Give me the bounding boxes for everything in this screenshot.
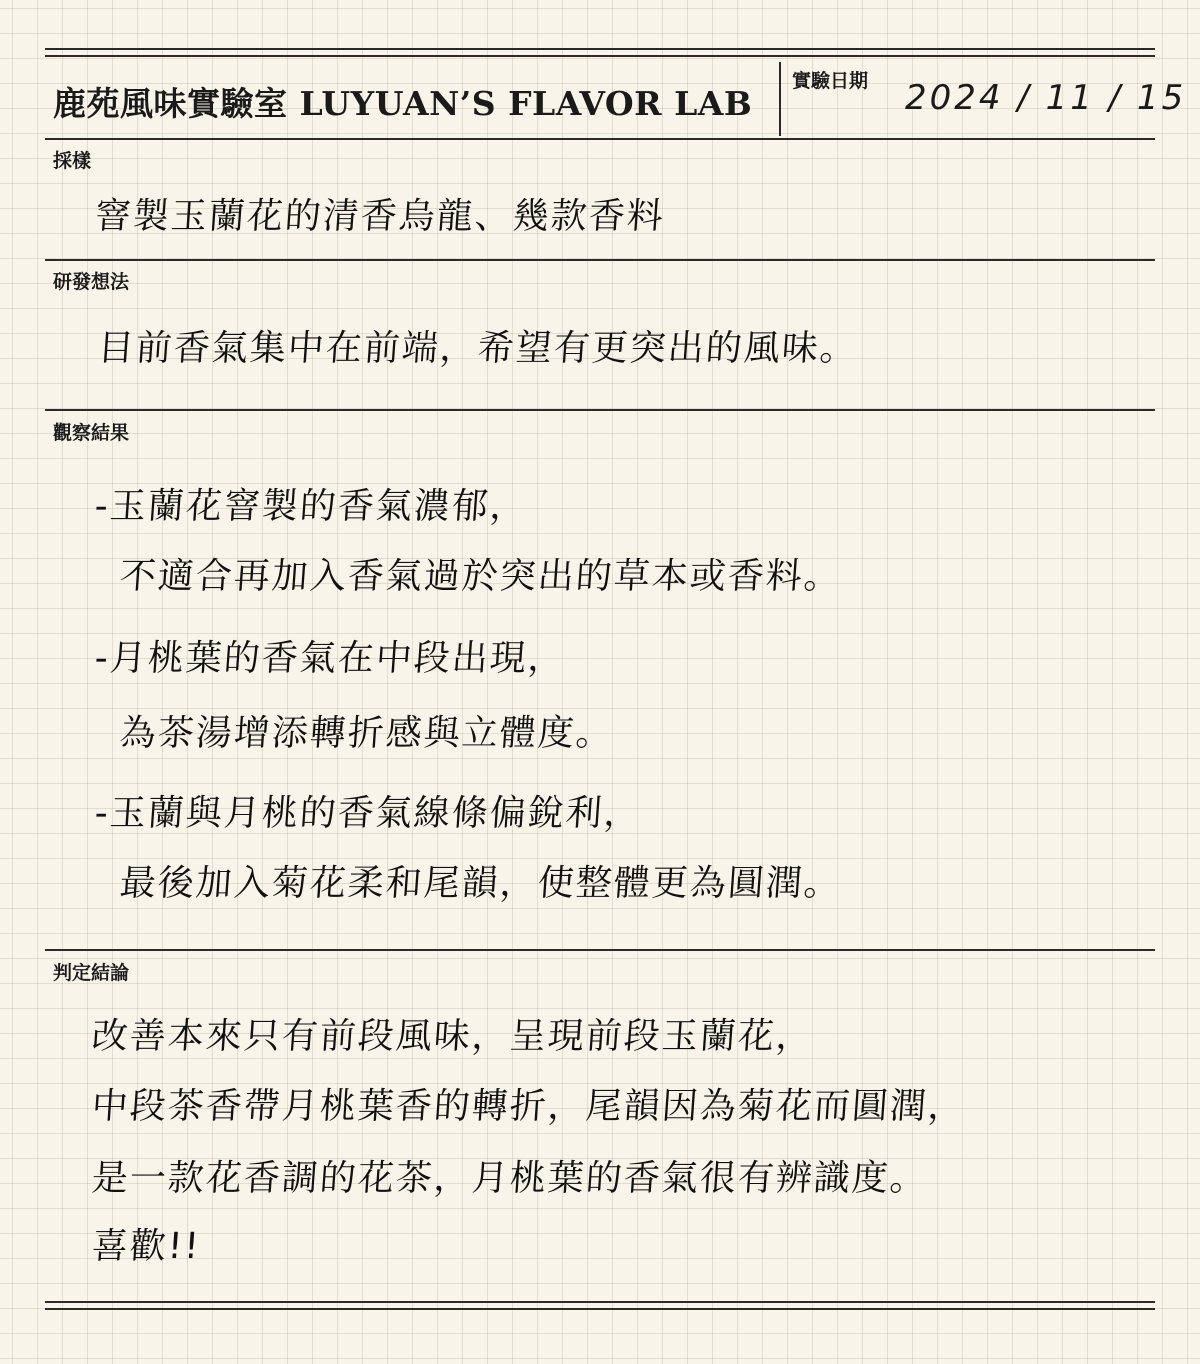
header-bottom-rule xyxy=(45,138,1155,140)
observation-line: -玉蘭與月桃的香氣線條偏銳利， xyxy=(93,793,644,834)
observation-line: -玉蘭花窨製的香氣濃郁， xyxy=(93,486,530,527)
header-divider xyxy=(779,62,781,136)
conclusion-label: 判定結論 xyxy=(53,962,130,984)
date-value: 2024 / 11 / 15 xyxy=(905,78,1187,118)
conclusion-line: 喜歡!! xyxy=(90,1226,203,1267)
bottom-rule-inner xyxy=(45,1301,1155,1303)
idea-bottom-rule xyxy=(45,409,1155,411)
bottom-rule-outer xyxy=(45,1308,1155,1310)
observation-line: 最後加入菊花柔和尾韻，使整體更為圓潤。 xyxy=(118,863,844,904)
observation-line: 為茶湯增添轉折感與立體度。 xyxy=(118,713,616,754)
idea-text: 目前香氣集中在前端，希望有更突出的風味。 xyxy=(96,328,860,369)
observation-line: 不適合再加入香氣過於突出的草本或香料。 xyxy=(118,556,844,597)
conclusion-line: 中段茶香帶月桃葉香的轉折，尾韻因為菊花而圓潤， xyxy=(90,1086,968,1127)
date-label: 實驗日期 xyxy=(792,70,869,92)
idea-label: 研發想法 xyxy=(53,271,130,293)
conclusion-line: 是一款花香調的花茶，月桃葉的香氣很有辨識度。 xyxy=(90,1158,930,1199)
conclusion-line: 改善本來只有前段風味，呈現前段玉蘭花， xyxy=(90,1016,816,1057)
observation-line: -月桃葉的香氣在中段出現， xyxy=(93,638,568,679)
top-rule-inner xyxy=(45,55,1155,57)
sampling-bottom-rule xyxy=(45,259,1155,261)
top-rule-outer xyxy=(45,48,1155,50)
observation-label: 觀察結果 xyxy=(53,422,130,444)
sampling-label: 採樣 xyxy=(53,150,92,172)
lab-title: 鹿苑風味實驗室 LUYUAN’S FLAVOR LAB xyxy=(53,84,753,123)
sampling-text: 窨製玉蘭花的清香烏龍、幾款香料 xyxy=(93,196,667,237)
observation-bottom-rule xyxy=(45,949,1155,951)
